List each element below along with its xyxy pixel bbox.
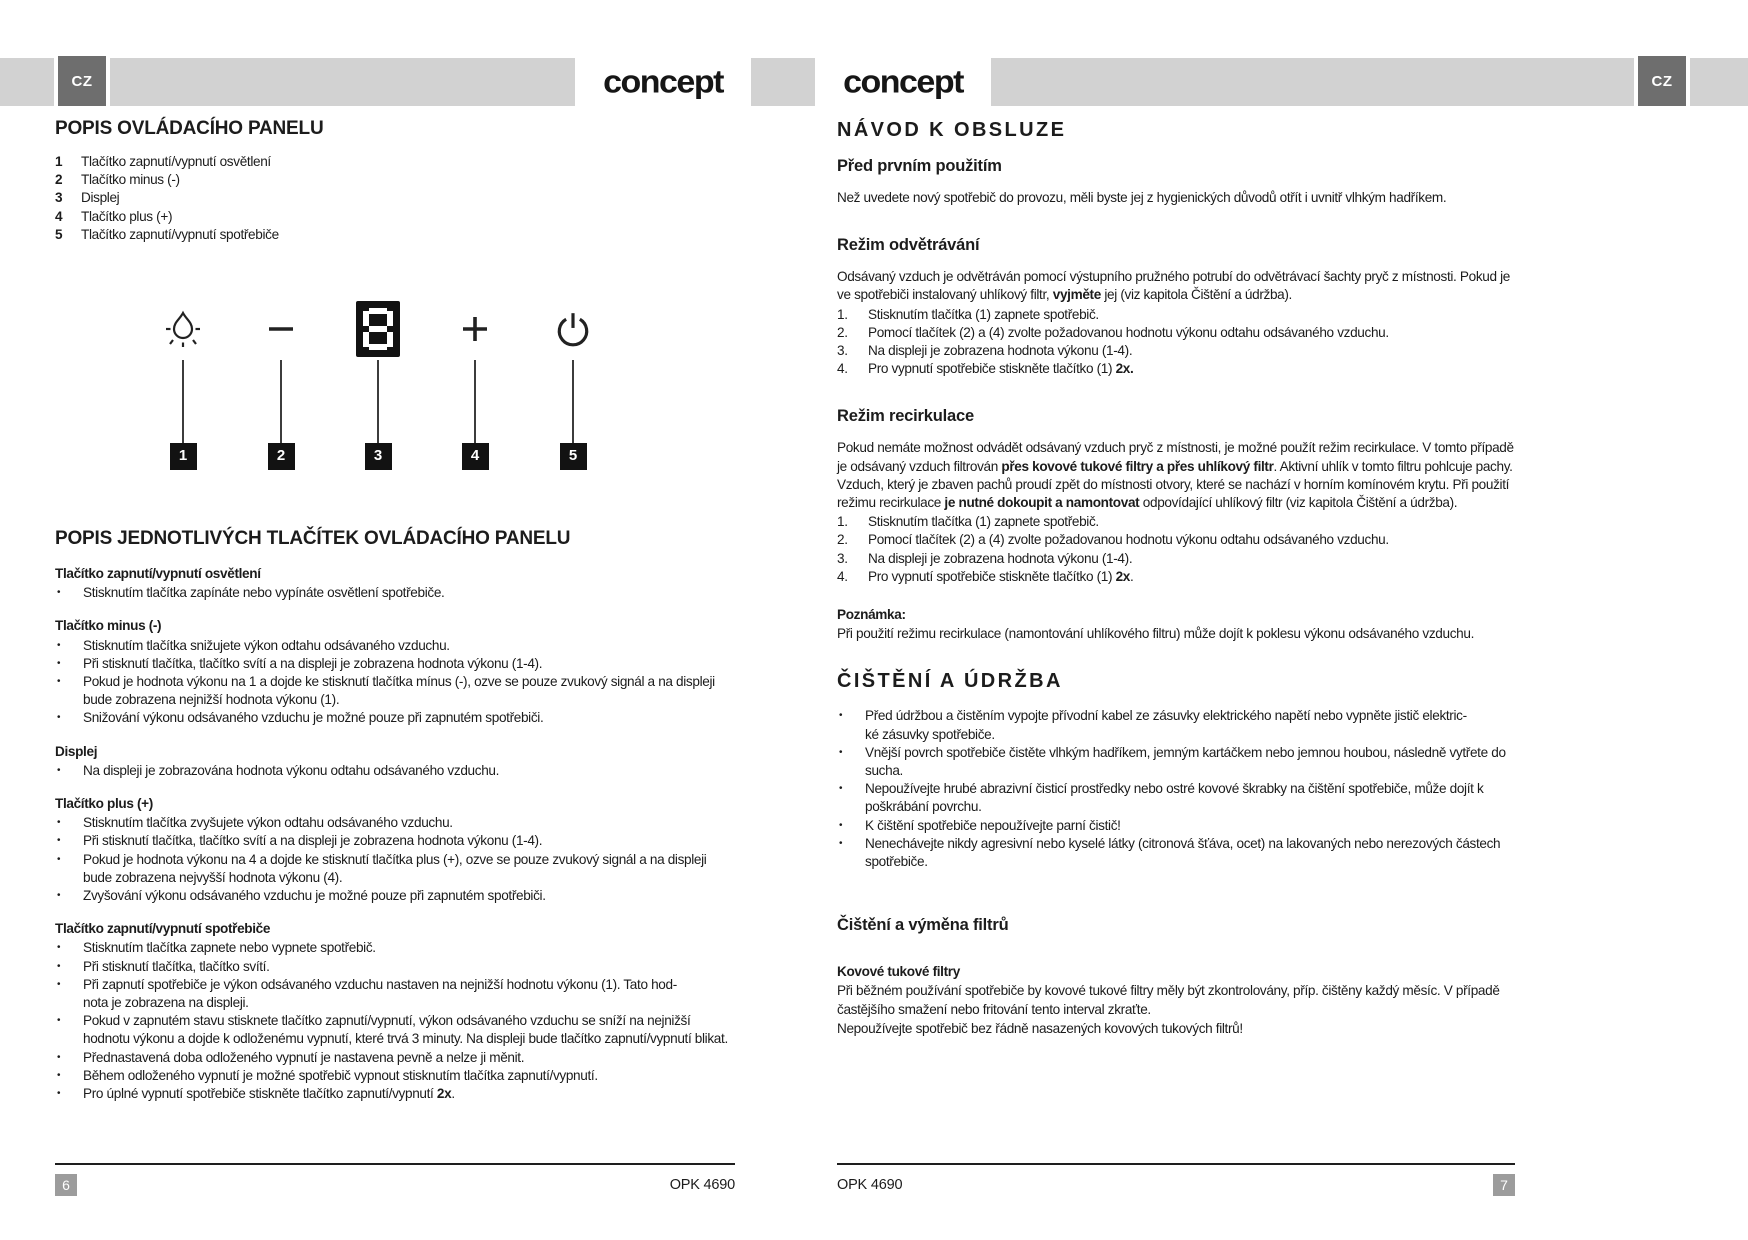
- list-item-text: Stisknutím tlačítka (1) zapnete spotřebič.: [868, 514, 1099, 530]
- list-item-text: Stisknutím tlačítka (1) zapnete spotřebič.: [868, 306, 1099, 322]
- list-marker: 1.: [837, 306, 848, 322]
- model-number: OPK 4690: [669, 1177, 735, 1193]
- list-item: [837, 306, 1515, 324]
- diagram-cell-light: [155, 298, 211, 470]
- list-item: [55, 709, 735, 727]
- list-item-text: Před údržbou a čistěním vypojte přívodní kabel ze zásuvky elektrického napětí nebo vypněte jistič elektric- ké zásuvky spotřebiče.: [865, 708, 1467, 742]
- footer-left: [55, 1163, 735, 1196]
- light-icon: [163, 298, 203, 360]
- section-heading: Tlačítko minus (-): [55, 618, 162, 634]
- list-item: [55, 1067, 735, 1085]
- list-item-text: Na displeji je zobrazena hodnota výkonu (1-4).: [868, 343, 1133, 359]
- connector-line: [572, 360, 574, 443]
- list-marker: •: [57, 960, 61, 972]
- list-marker: •: [57, 1069, 61, 1081]
- list-item: [55, 832, 735, 850]
- list-item-text: Na displeji je zobrazována hodnota výkonu odtahu odsávaného vzduchu.: [83, 762, 500, 778]
- diagram-label-3: 3: [365, 443, 392, 470]
- list-item: [837, 550, 1515, 568]
- diagram-label-1: 1: [170, 443, 197, 470]
- control-panel-diagram: [55, 298, 735, 472]
- list-item: [55, 153, 735, 171]
- section-heading: Před prvním použitím: [837, 157, 1002, 175]
- body-paragraph: Nepoužívejte spotřebič bez řádně nasazených kovových tukových filtrů!: [837, 1020, 1243, 1036]
- list-item-text: Pro úplné vypnutí spotřebiče stiskněte tlačítko zapnutí/vypnutí 2x.: [83, 1086, 455, 1102]
- list-item-text: Pokud je hodnota výkonu na 1 a dojde ke stisknutí tlačítka mínus (-), ozve se pouze zvukový signál a na displeji bude zobrazena nejnižší hodnota výkonu (1).: [83, 674, 715, 708]
- list-item: [837, 324, 1515, 342]
- button-section-light: [55, 565, 735, 602]
- list-item-text: Zvyšování výkonu odsávaného vzduchu je možné pouze při zapnutém spotřebiči.: [83, 888, 546, 904]
- diagram-label-5: 5: [560, 443, 587, 470]
- list-marker: •: [57, 764, 61, 776]
- body-paragraph: Odsávaný vzduch je odvětráván pomocí výstupního pružného potrubí do odvětrávací šachty pryč z místnosti. Pokud je ve spotřebiči instalovaný uhlíkový filtr, vyjměte jej (viz kapitola Čištění a údržba).: [837, 269, 1510, 303]
- list-item-text: Tlačítko plus (+): [81, 208, 173, 224]
- steps-list: [837, 306, 1515, 379]
- list-marker: •: [57, 639, 61, 651]
- list-item: [55, 887, 735, 905]
- bullet-list: [55, 584, 735, 602]
- body-paragraph: Pokud nemáte možnost odvádět odsávaný vzduch pryč z místnosti, je možné použít režim recirkulace. V tomto případě je odsávaný vzduch filtrován přes kovové tukové filtry a přes uhlíkový filtr. Aktivní uhlík v tomto filtru pohlcuje pachy. Vzduch, který je zbaven pachů proudí zpět do místnosti otvory, které se nachází v horním komínovém krytu. Při použití režimu recirkulace je nutné dokoupit a namontovat odpovídající uhlíkový filtr (viz kapitola Čištění a údržba).: [837, 440, 1514, 511]
- list-item: [55, 637, 735, 655]
- section-heading: Displej: [55, 743, 98, 759]
- section-heading: Tlačítko plus (+): [55, 796, 153, 812]
- list-marker: 4.: [837, 361, 848, 377]
- page-number: 6: [55, 1174, 77, 1196]
- list-marker: 5: [55, 226, 63, 242]
- list-item: [837, 707, 1515, 743]
- list-marker: 4: [55, 208, 63, 224]
- list-marker: 2: [55, 172, 63, 188]
- list-marker: 2.: [837, 324, 848, 340]
- footer-rule: [55, 1163, 735, 1165]
- list-item-text: Tlačítko zapnutí/vypnutí osvětlení: [81, 154, 271, 169]
- section-heading: Režim recirkulace: [837, 407, 974, 426]
- list-item: [55, 208, 735, 226]
- bullet-list: [55, 637, 735, 728]
- list-item: [55, 189, 735, 207]
- list-item-text: Displej: [81, 190, 120, 206]
- page-right: [837, 118, 1515, 1039]
- list-marker: •: [57, 657, 61, 669]
- list-marker: •: [57, 1015, 61, 1027]
- list-item-text: Stisknutím tlačítka zapínáte nebo vypínáte osvětlení spotřebiče.: [83, 585, 445, 601]
- list-item-text: Pomocí tlačítek (2) a (4) zvolte požadovanou hodnotu výkonu odtahu odsávaného vzduchu.: [868, 532, 1389, 548]
- button-section-plus: [55, 795, 735, 905]
- button-section-display: [55, 743, 735, 780]
- list-item-text: Přednastavená doba odloženého vypnutí je nastavena pevně a nelze ji měnit.: [83, 1049, 525, 1065]
- list-item-text: Tlačítko minus (-): [81, 172, 180, 188]
- list-item-text: Stisknutím tlačítka zvyšujete výkon odtahu odsávaného vzduchu.: [83, 815, 453, 831]
- diagram-cell-power: [545, 298, 601, 470]
- list-item-text: Pokud je hodnota výkonu na 4 a dojde ke stisknutí tlačítka plus (+), ozve se pouze zvukový signál a na displeji bude zobrazena nejvyšší hodnota výkonu (4).: [83, 851, 707, 885]
- list-item: [837, 780, 1515, 816]
- display-icon: [356, 298, 400, 360]
- concept-logo: concept: [603, 63, 723, 100]
- button-section-power: [55, 920, 735, 1103]
- list-marker: 1.: [837, 514, 848, 530]
- list-item: [55, 958, 735, 976]
- list-item-text: Nepoužívejte hrubé abrazivní čisticí prostředky nebo ostré kovové škrabky na čištění spotřebiče, může dojít k poškrábání povrchu.: [865, 781, 1484, 815]
- connector-line: [474, 360, 476, 443]
- connector-line: [280, 360, 282, 443]
- steps-list: [837, 513, 1515, 586]
- list-item-text: Nenechávejte nikdy agresivní nebo kyselé látky (citronová šťáva, ocet) na lakovaných nebo nerezových částech spotřebiče.: [865, 835, 1501, 870]
- list-marker: •: [57, 817, 61, 829]
- list-marker: 4.: [837, 568, 848, 584]
- list-item: [837, 835, 1515, 871]
- list-item-text: K čištění spotřebiče nepoužívejte parní čistič!: [865, 817, 1121, 833]
- list-marker: •: [839, 710, 843, 722]
- list-marker: •: [839, 837, 843, 849]
- body-paragraph: Než uvedete nový spotřebič do provozu, měli byste jej z hygienických důvodů otřít i uvnitř vlhkým hadříkem.: [837, 190, 1447, 205]
- diagram-label-4: 4: [462, 443, 489, 470]
- list-marker: •: [57, 835, 61, 847]
- list-item-text: Stisknutím tlačítka zapnete nebo vypnete spotřebič.: [83, 940, 376, 956]
- list-item: [55, 939, 735, 957]
- list-marker: •: [839, 783, 843, 795]
- list-marker: •: [57, 712, 61, 724]
- list-item: [837, 513, 1515, 531]
- power-icon: [554, 298, 592, 360]
- page-title: NÁVOD K OBSLUZE: [837, 119, 1067, 141]
- list-marker: •: [57, 1088, 61, 1100]
- list-item-text: Při stisknutí tlačítka, tlačítko svítí a na displeji je zobrazena hodnota výkonu (1-4).: [83, 833, 543, 849]
- list-item: [55, 851, 735, 887]
- note-heading: Poznámka:: [837, 607, 906, 623]
- list-item-text: Vnější povrch spotřebiče čistěte vlhkým hadříkem, jemným kartáčkem nebo jemnou houbou, následně vytřete do sucha.: [865, 744, 1506, 779]
- bullet-list: [55, 939, 735, 1103]
- page-number: 7: [1493, 1174, 1515, 1196]
- model-number: OPK 4690: [837, 1177, 903, 1193]
- list-marker: •: [839, 746, 843, 758]
- list-marker: 3: [55, 190, 63, 206]
- list-item: [837, 817, 1515, 835]
- list-marker: •: [57, 587, 61, 599]
- section-heading: Tlačítko zapnutí/vypnutí spotřebiče: [55, 921, 271, 937]
- list-marker: 3.: [837, 550, 848, 566]
- section-heading: Tlačítko zapnutí/vypnutí osvětlení: [55, 566, 261, 582]
- list-item-text: Při stisknutí tlačítka, tlačítko svítí.: [83, 958, 270, 974]
- list-item-text: Pro vypnutí spotřebiče stiskněte tlačítko (1) 2x.: [868, 568, 1134, 584]
- list-item: [55, 226, 735, 244]
- plus-icon: [459, 298, 491, 360]
- section-heading: Režim odvětrávání: [837, 236, 980, 255]
- footer-right: [837, 1163, 1515, 1196]
- list-marker: •: [57, 676, 61, 688]
- diagram-cell-plus: [447, 298, 503, 470]
- connector-line: [182, 360, 184, 443]
- bullet-list: [837, 707, 1515, 871]
- concept-logo: concept: [843, 63, 963, 100]
- list-marker: •: [839, 819, 843, 831]
- list-marker: •: [57, 942, 61, 954]
- section-title: ČIŠTĚNÍ A ÚDRŽBA: [837, 670, 1063, 693]
- diagram-cell-display: [350, 298, 406, 470]
- list-item-text: Během odloženého vypnutí je možné spotřebič vypnout stisknutím tlačítka zapnutí/vypnutí.: [83, 1067, 598, 1083]
- list-item: [837, 360, 1515, 378]
- list-item-text: Při stisknutí tlačítka, tlačítko svítí a na displeji je zobrazena hodnota výkonu (1-4).: [83, 655, 543, 671]
- page-left: [55, 118, 735, 1103]
- bullet-list: [55, 814, 735, 905]
- list-marker: •: [57, 890, 61, 902]
- list-item: [55, 171, 735, 189]
- section-heading: Čištění a výměna filtrů: [837, 916, 1009, 935]
- list-item-text: Pro vypnutí spotřebiče stiskněte tlačítko (1) 2x.: [868, 361, 1134, 377]
- list-marker: •: [57, 853, 61, 865]
- list-marker: 3.: [837, 343, 848, 359]
- list-item: [837, 342, 1515, 360]
- list-marker: •: [57, 978, 61, 990]
- logo-patch-left: [575, 58, 751, 106]
- diagram-label-2: 2: [268, 443, 295, 470]
- list-item-text: Snižování výkonu odsávaného vzduchu je možné pouze při zapnutém spotřebiči.: [83, 710, 544, 726]
- list-item-text: Stisknutím tlačítka snižujete výkon odtahu odsávaného vzduchu.: [83, 637, 450, 653]
- list-item: [55, 655, 735, 673]
- list-item: [837, 531, 1515, 549]
- language-badge: CZ: [58, 56, 106, 106]
- subsection-heading: Kovové tukové filtry: [837, 964, 960, 980]
- footer-rule: [837, 1163, 1515, 1165]
- list-item-text: Pomocí tlačítek (2) a (4) zvolte požadovanou hodnotu výkonu odtahu odsávaného vzduchu.: [868, 324, 1389, 340]
- list-marker: 2.: [837, 532, 848, 548]
- button-section-minus: [55, 617, 735, 727]
- language-badge: CZ: [1638, 56, 1686, 106]
- bullet-list: [55, 762, 735, 780]
- list-item: [55, 1085, 735, 1103]
- list-item: [55, 1049, 735, 1067]
- list-item: [837, 744, 1515, 780]
- note-paragraph: Při použití režimu recirkulace (namontování uhlíkového filtru) může dojít k poklesu výkonu odsávaného vzduchu.: [837, 626, 1475, 642]
- list-item: [55, 814, 735, 832]
- logo-patch-right: [815, 58, 991, 106]
- list-item-text: Tlačítko zapnutí/vypnutí spotřebiče: [81, 226, 279, 242]
- body-paragraph: Při běžném používání spotřebiče by kovové tukové filtry měly být zkontrolovány, příp. čištěny každý měsíc. V případě častějšího smažení nebo fritování tento interval zkraťte.: [837, 983, 1500, 1017]
- list-marker: 1: [55, 154, 63, 169]
- section-title: POPIS JEDNOTLIVÝCH TLAČÍTEK OVLÁDACÍHO PANELU: [55, 528, 571, 550]
- list-item: [55, 1012, 735, 1048]
- list-item: [55, 976, 735, 1012]
- list-item-text: Na displeji je zobrazena hodnota výkonu (1-4).: [868, 550, 1133, 566]
- list-item: [55, 762, 735, 780]
- list-item-text: Pokud v zapnutém stavu stisknete tlačítko zapnutí/vypnutí, výkon odsávaného vzduchu se sníží na nejnižší hodnotu výkonu a dojde k odloženému vypnutí, které trvá 3 minuty. Na displeji bude tlačítko zapnutí/vypnutí blikat.: [83, 1013, 728, 1047]
- connector-line: [377, 360, 379, 443]
- list-item: [837, 568, 1515, 586]
- list-marker: •: [57, 1051, 61, 1063]
- page-title: POPIS OVLÁDACÍHO PANELU: [55, 118, 324, 139]
- list-item-text: Při zapnutí spotřebiče je výkon odsávaného vzduchu nastaven na nejnižší hodnotu výkonu (1). Tato hod- nota je zobrazena na displeji.: [83, 976, 677, 1011]
- panel-legend-list: [55, 153, 735, 244]
- minus-icon: [265, 298, 297, 360]
- list-item: [55, 673, 735, 709]
- list-item: [55, 584, 735, 602]
- diagram-cell-minus: [253, 298, 309, 470]
